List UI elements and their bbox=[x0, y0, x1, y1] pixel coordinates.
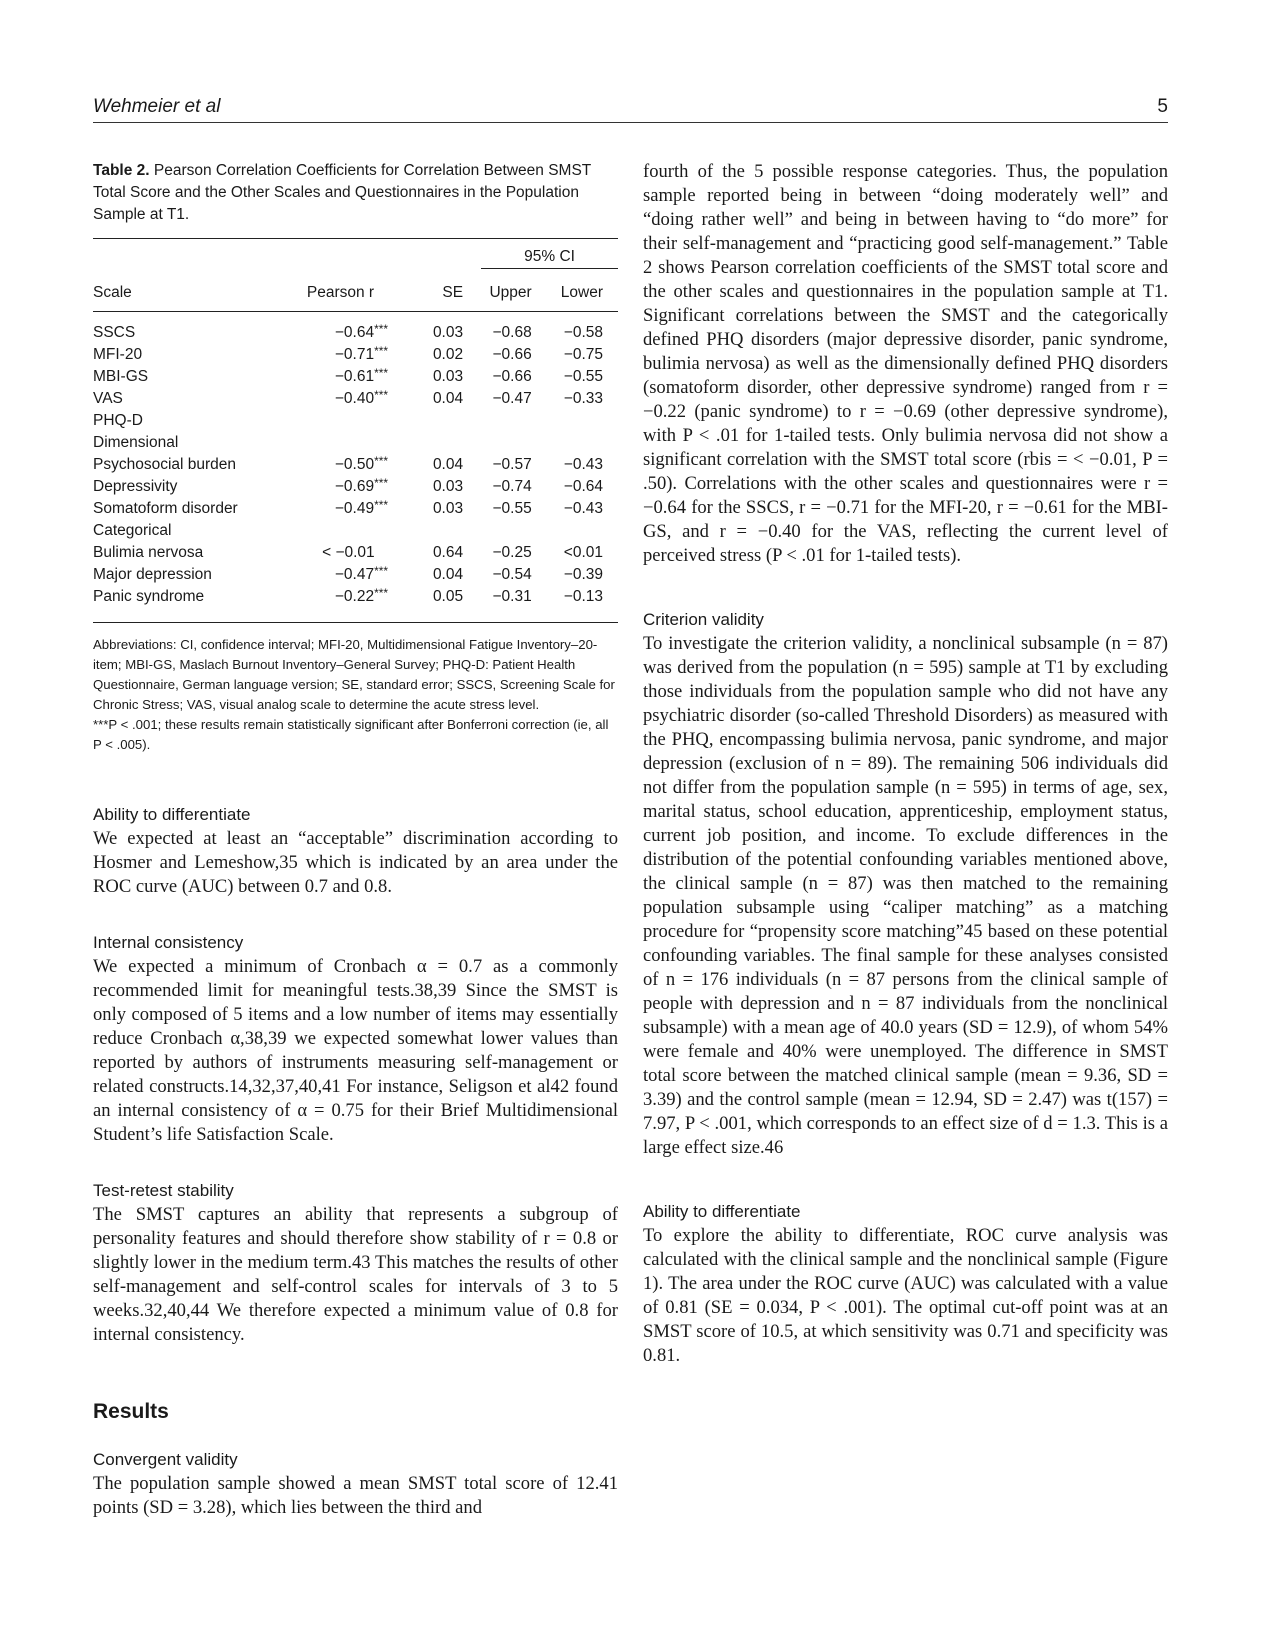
cell-se bbox=[402, 520, 463, 542]
cell-pearson: −0.61*** bbox=[291, 366, 402, 388]
cell-pearson: −0.50*** bbox=[291, 454, 402, 476]
table-abbreviations: Abbreviations: CI, confidence interval; MFI-20, Multidimensional Fatigue Inventory–20-item; MBI-GS, Maslach Burnout Inventory–General Survey; PHQ-D: Patient Health Questionnaire, German language version; SE, standard error; SSCS, Screening Scale for Chronic Stress; VAS, visual analog scale to determine the acute stress level. bbox=[93, 637, 615, 712]
cell-scale: Panic syndrome bbox=[93, 586, 291, 623]
section-text: To explore the ability to differentiate, ROC curve analysis was calculated with the clinical sample and the nonclinical sample (Figure 1). The area under the ROC curve (AUC) was calculated with a value of 0.81 (SE = 0.034, P < .001). The optimal cut-off point was at an SMST score of 10.5, at which sensitivity was 0.71 and specificity was 0.81. bbox=[643, 1225, 1168, 1366]
left-column bbox=[93, 160, 618, 1520]
cell-scale: Psychosocial burden bbox=[93, 456, 237, 473]
cell-se: 0.64 bbox=[432, 544, 464, 561]
cell-se: 0.04 bbox=[432, 390, 464, 407]
cell-pearson: −0.22*** bbox=[291, 586, 402, 623]
cell-scale: Categorical bbox=[93, 522, 172, 539]
cell-pearson: −0.47*** bbox=[291, 564, 402, 586]
cell-se bbox=[402, 432, 463, 454]
correlation-table bbox=[93, 238, 618, 623]
section-text: The SMST captures an ability that represents a subgroup of personality features and should therefore show stability of r = 0.8 or slightly lower in the medium term.43 This matches the results of other self-management and self-control scales for intervals of 3 to 5 weeks.32,40,44 We therefore expected a minimum value of 0.8 for internal consistency. bbox=[93, 1204, 618, 1345]
significance-marker: *** bbox=[374, 498, 389, 512]
section-text: We expected at least an “acceptable” discrimination according to Hosmer and Lemeshow,35 which is indicated by an area under the ROC curve (AUC) between 0.7 and 0.8. bbox=[93, 828, 618, 897]
cell-scale: Dimensional bbox=[93, 434, 179, 451]
cell-upper bbox=[463, 520, 532, 542]
internal-consistency-section bbox=[93, 931, 618, 1147]
cell-se: 0.03 bbox=[432, 324, 464, 341]
cell-upper: −0.66 bbox=[492, 368, 532, 385]
table-row bbox=[93, 520, 618, 542]
cell-lower: −0.39 bbox=[563, 566, 603, 583]
cell-scale: VAS bbox=[93, 390, 123, 407]
cell-scale: PHQ-D bbox=[93, 412, 143, 429]
table-row bbox=[93, 344, 618, 366]
table-row bbox=[93, 586, 618, 623]
cell-upper: −0.74 bbox=[492, 478, 532, 495]
results-heading: Results bbox=[93, 1400, 169, 1423]
cell-pearson: −0.40*** bbox=[291, 388, 402, 410]
cell-upper: −0.68 bbox=[492, 324, 532, 341]
section-heading: Ability to differentiate bbox=[93, 805, 251, 824]
cell-pearson: −0.64*** bbox=[291, 312, 402, 345]
cell-upper: −0.54 bbox=[492, 566, 532, 583]
table-row bbox=[93, 410, 618, 432]
cell-lower: −0.33 bbox=[563, 390, 603, 407]
cell-pearson: < −0.01 bbox=[322, 544, 375, 561]
convergent-validity-section bbox=[93, 1448, 618, 1520]
right-ability-section bbox=[643, 1200, 1168, 1368]
cell-lower: −0.43 bbox=[563, 456, 603, 473]
table-caption bbox=[93, 160, 618, 226]
section-heading: Test-retest stability bbox=[93, 1181, 234, 1200]
cell-lower: <0.01 bbox=[563, 544, 603, 561]
table-row bbox=[93, 432, 618, 454]
ci-header: 95% CI bbox=[481, 246, 618, 269]
cell-upper: −0.31 bbox=[463, 586, 532, 623]
cell-se: 0.03 bbox=[432, 500, 464, 517]
significance-marker: *** bbox=[374, 564, 389, 578]
section-heading: Internal consistency bbox=[93, 933, 244, 952]
cell-lower: −0.64 bbox=[563, 478, 603, 495]
cell-scale: SSCS bbox=[93, 324, 136, 341]
cell-scale: Major depression bbox=[93, 566, 212, 583]
table-row bbox=[93, 498, 618, 520]
cell-se: 0.04 bbox=[432, 566, 464, 583]
running-head: Wehmeier et al bbox=[93, 96, 221, 117]
section-heading: Criterion validity bbox=[643, 610, 764, 629]
cell-se: 0.03 bbox=[432, 368, 464, 385]
cell-se: 0.03 bbox=[432, 478, 464, 495]
table-row bbox=[93, 312, 618, 345]
section-heading: Convergent validity bbox=[93, 1450, 238, 1469]
col-upper: Upper bbox=[463, 275, 532, 312]
cell-upper: −0.66 bbox=[492, 346, 532, 363]
cell-pearson bbox=[291, 410, 402, 432]
col-pearson: Pearson r bbox=[291, 275, 402, 312]
cell-upper: −0.55 bbox=[492, 500, 532, 517]
significance-marker: *** bbox=[374, 454, 389, 468]
cell-pearson: −0.69*** bbox=[291, 476, 402, 498]
col-scale: Scale bbox=[93, 275, 291, 312]
cell-pearson: −0.49*** bbox=[291, 498, 402, 520]
significance-marker: *** bbox=[374, 322, 389, 336]
table-label: Table 2. bbox=[93, 162, 150, 179]
cell-lower bbox=[532, 410, 618, 432]
table-row bbox=[93, 454, 618, 476]
left-ability-section bbox=[93, 803, 618, 899]
col-lower: Lower bbox=[532, 275, 618, 312]
significance-marker: *** bbox=[374, 366, 389, 380]
test-retest-section bbox=[93, 1179, 618, 1347]
table-footnote: ***P < .001; these results remain statistically significant after Bonferroni correction (ie, all P < .005). bbox=[93, 717, 609, 752]
section-heading: Ability to differentiate bbox=[643, 1202, 801, 1221]
col-se: SE bbox=[402, 275, 463, 312]
cell-lower: −0.75 bbox=[563, 346, 603, 363]
cell-se: 0.04 bbox=[432, 456, 464, 473]
table-caption-text: Pearson Correlation Coefficients for Correlation Between SMST Total Score and the Other Scales and Questionnaires in the Population Sample at T1. bbox=[93, 162, 591, 223]
table-row bbox=[93, 476, 618, 498]
cell-se: 0.05 bbox=[402, 586, 463, 623]
cell-scale: MFI-20 bbox=[93, 346, 143, 363]
significance-marker: *** bbox=[374, 586, 389, 600]
cell-upper: −0.57 bbox=[492, 456, 532, 473]
section-text: We expected a minimum of Cronbach α = 0.7 as a commonly recommended limit for meaningful tests.38,39 Since the SMST is only composed of 5 items and a low number of items may essentially reduce Cronbach α,38,39 we expected somewhat lower values than reported by authors of instruments measuring self-management or related constructs.14,32,37,40,41 For instance, Seligson et al42 found an internal consistency of α = 0.75 for their Brief Multidimensional Student’s life Satisfaction Scale. bbox=[93, 956, 618, 1145]
section-text: The population sample showed a mean SMST total score of 12.41 points (SD = 3.28), which lies between the third and bbox=[93, 1473, 618, 1518]
cell-se: 0.02 bbox=[432, 346, 464, 363]
cell-se bbox=[402, 410, 463, 432]
cell-pearson bbox=[291, 520, 402, 542]
page-number: 5 bbox=[1157, 96, 1168, 117]
continued-text: fourth of the 5 possible response categories. Thus, the population sample reported being in between “doing moderately well” and “doing rather well” and being in between having to “do more” for their self-management and “practicing good self-management.” Table 2 shows Pearson correlation coefficients of the SMST total score and the other scales and questionnaires in the population sample at T1. Significant correlations between the SMST and the categorically defined PHQ disorders (major depressive disorder, panic syndrome, bulimia nervosa) as well as the dimensionally defined PHQ disorders (somatoform disorder, other depressive syndrome) ranged from r = −0.22 (panic syndrome) to r = −0.69 (other depressive syndrome), with P < .01 for 1-tailed tests. Only bulimia nervosa did not show a significant correlation with the SMST total score (rbis = < −0.01, P = .50). Correlations with the other scales and questionnaires were r = −0.64 for the SSCS, r = −0.71 for the MFI-20, r = −0.61 for the MBI-GS, and r = −0.40 for the VAS, reflecting the current level of perceived stress (P < .01 for 1-tailed tests). bbox=[643, 161, 1168, 566]
cell-scale: Bulimia nervosa bbox=[93, 544, 204, 561]
cell-lower: −0.58 bbox=[563, 324, 603, 341]
cell-upper bbox=[463, 432, 532, 454]
table-notes bbox=[93, 635, 618, 755]
cell-lower: −0.13 bbox=[532, 586, 618, 623]
cell-upper: −0.47 bbox=[492, 390, 532, 407]
cell-lower: −0.55 bbox=[563, 368, 603, 385]
cell-lower bbox=[532, 432, 618, 454]
table-row bbox=[93, 388, 618, 410]
cell-lower: −0.43 bbox=[563, 500, 603, 517]
table-row bbox=[93, 542, 618, 564]
table-body bbox=[93, 312, 618, 623]
significance-marker: *** bbox=[374, 344, 389, 358]
table-row bbox=[93, 366, 618, 388]
cell-scale: Depressivity bbox=[93, 478, 178, 495]
page-header bbox=[93, 92, 1168, 123]
section-text: To investigate the criterion validity, a nonclinical subsample (n = 87) was derived from the population (n = 595) sample at T1 by excluding those individuals from the population sample who did not have any psychiatric disorder (so-called Threshold Disorders) as measured with the PHQ, encompassing bulimia nervosa, panic syndrome, and major depression (exclusion of n = 89). The remaining 506 individuals did not differ from the population sample (n = 595) in terms of age, sex, marital status, school education, apprenticeship, employment status, current job position, and income. To exclude differences in the distribution of the potential confounding variables mentioned above, the clinical sample (n = 87) was then matched to the remaining population subsample using “caliper matching” as a matching procedure for “propensity score matching”45 based on these potential confounding variables. The final sample for these analyses consisted of n = 176 individuals (n = 87 persons from the clinical sample of people with depression and n = 87 individuals from the nonclinical subsample) with a mean age of 40.0 years (SD = 12.9), of whom 54% were female and 40% were unemployed. The difference in SMST total score between the matched clinical sample (mean = 9.36, SD = 3.39) and the control sample (mean = 12.94, SD = 2.47) was t(157) = 7.97, P < .001, which corresponds to an effect size of d = 1.3. This is a large effect size.46 bbox=[643, 633, 1168, 1158]
cell-upper: −0.25 bbox=[492, 544, 532, 561]
criterion-validity-section bbox=[643, 608, 1168, 1160]
significance-marker: *** bbox=[374, 388, 389, 402]
cell-scale: MBI-GS bbox=[93, 368, 149, 385]
cell-lower bbox=[532, 520, 618, 542]
cell-upper bbox=[463, 410, 532, 432]
right-column bbox=[643, 160, 1168, 1368]
table-row bbox=[93, 564, 618, 586]
significance-marker: *** bbox=[374, 476, 389, 490]
cell-pearson: −0.71*** bbox=[291, 344, 402, 366]
cell-scale: Somatoform disorder bbox=[93, 500, 238, 517]
